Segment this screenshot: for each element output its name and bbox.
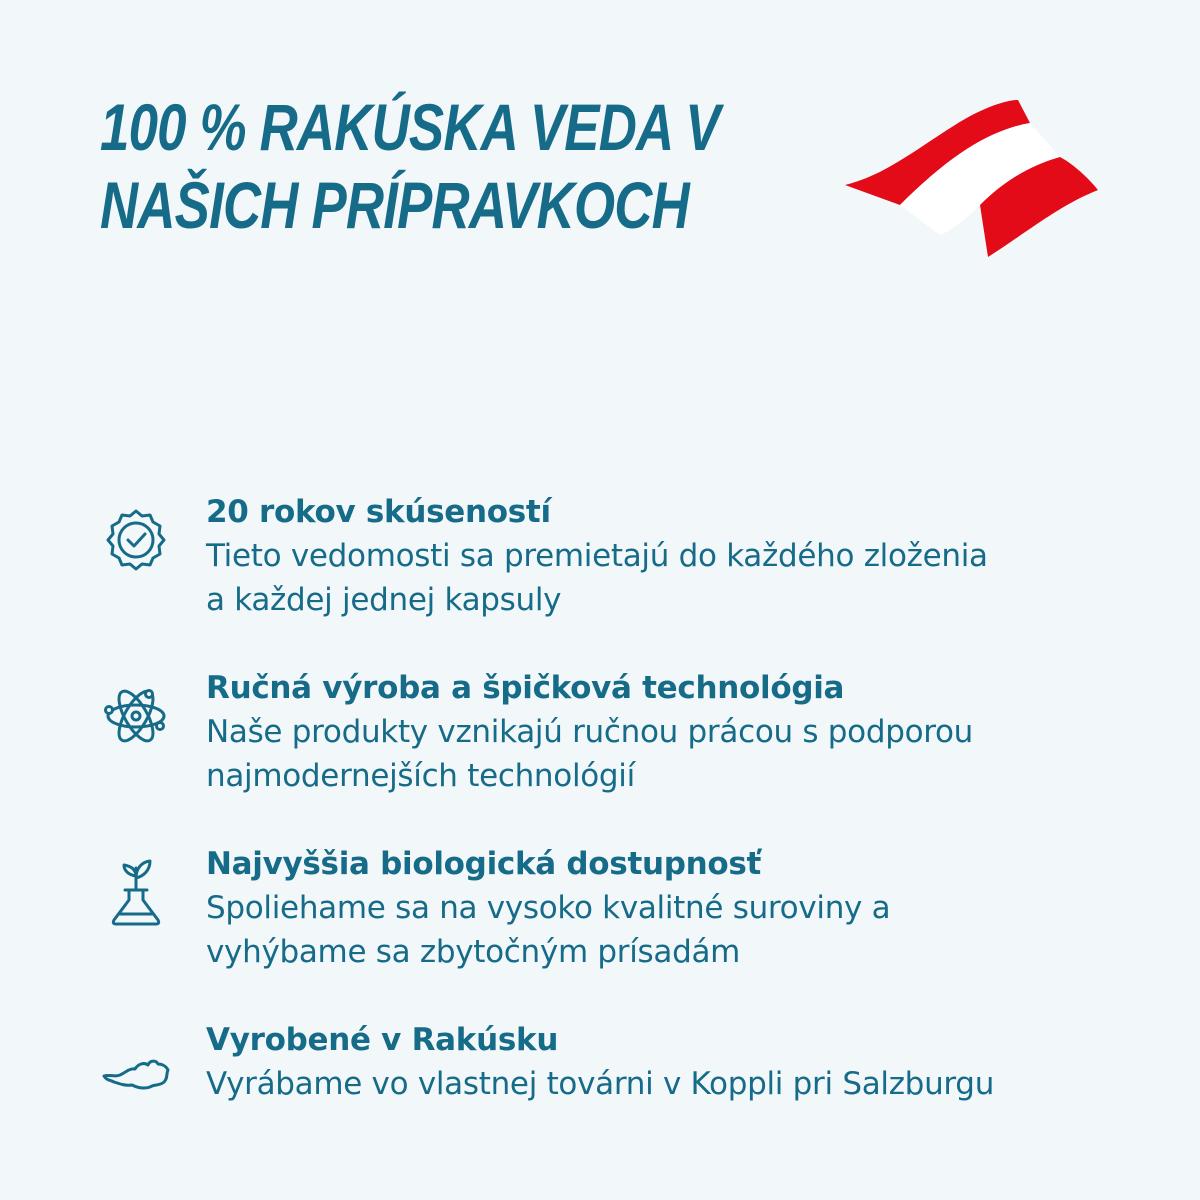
feature-text: [206, 666, 1166, 798]
austria-map-icon: [100, 1032, 172, 1104]
austrian-flag-icon: [840, 95, 1105, 265]
feature-made-in-austria: [100, 1018, 1160, 1194]
headline-line-2: NAŠICH PRÍPRAVKOCH: [100, 168, 689, 242]
feature-description-line-1: Spoliehame sa na vysoko kvalitné suroviny a: [206, 890, 891, 926]
feature-description-line-2: najmodernejších technológií: [206, 758, 635, 794]
headline-line-1: 100 % RAKÚSKA VEDA V: [100, 90, 720, 164]
feature-text: [206, 490, 1166, 622]
feature-description-line-2: a každej jednej kapsuly: [206, 582, 562, 618]
feature-handmade-technology: [100, 666, 1160, 842]
feature-title: Najvyššia biologická dostupnosť: [206, 846, 762, 882]
feature-text: [206, 1018, 1166, 1106]
feature-text: [206, 842, 1166, 974]
feature-list: [100, 490, 1160, 1194]
headline: [100, 88, 720, 244]
feature-description-line-2: vyhýbame sa zbytočným prísadám: [206, 934, 741, 970]
feature-title: Ručná výroba a špičková technológia: [206, 670, 845, 706]
feature-title: Vyrobené v Rakúsku: [206, 1022, 559, 1058]
feature-description-line-1: Naše produkty vznikajú ručnou prácou s podporou: [206, 714, 974, 750]
feature-bioavailability: [100, 842, 1160, 1018]
atom-icon: [100, 680, 172, 752]
feature-experience: [100, 490, 1160, 666]
flask-sprout-icon: [100, 856, 172, 928]
feature-title: 20 rokov skúseností: [206, 494, 551, 530]
feature-description-line-1: Tieto vedomosti sa premietajú do každého zloženia: [206, 538, 988, 574]
feature-description-line-1: Vyrábame vo vlastnej továrni v Koppli pri Salzburgu: [206, 1066, 995, 1102]
badge-check-icon: [100, 504, 172, 576]
